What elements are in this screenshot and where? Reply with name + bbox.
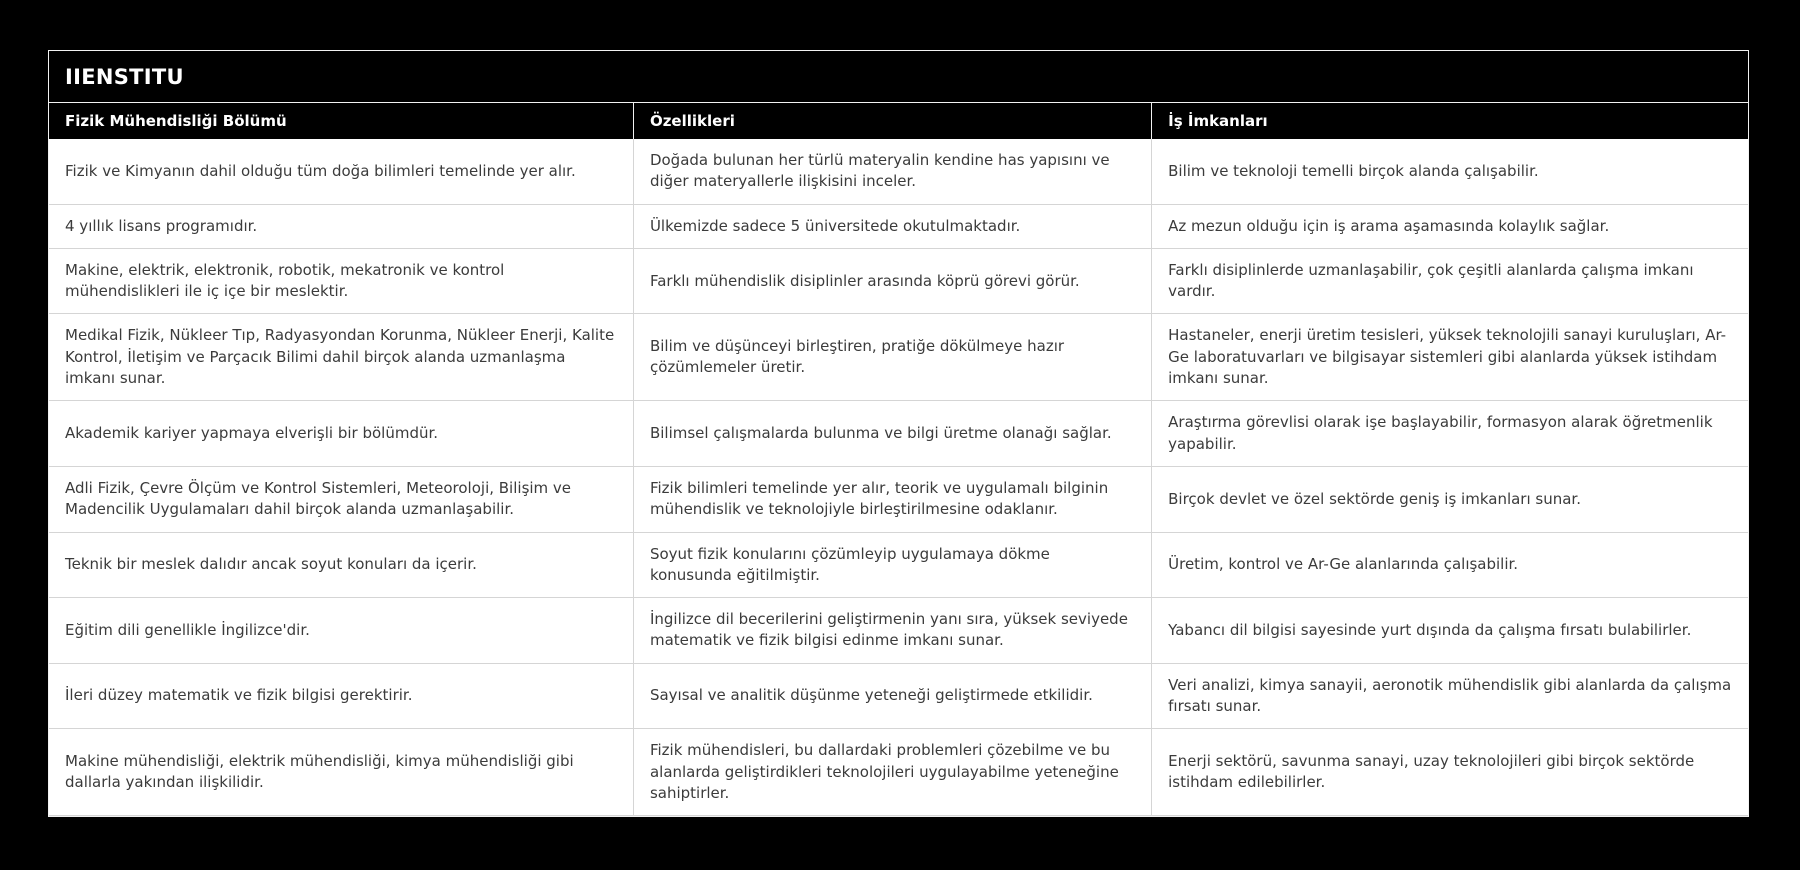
- column-header-bolum: Fizik Mühendisliği Bölümü: [49, 103, 633, 139]
- table-cell: Makine mühendisliği, elektrik mühendisliği, kimya mühendisliği gibi dallarla yakından ilişkilidir.: [49, 729, 633, 816]
- table-cell: Eğitim dili genellikle İngilizce'dir.: [49, 598, 633, 664]
- table-row: [49, 466, 1748, 532]
- table-cell: Doğada bulunan her türlü materyalin kendine has yapısını ve diğer materyallerle ilişkisini inceler.: [633, 139, 1151, 204]
- table-row: [49, 598, 1748, 664]
- table-cell: Yabancı dil bilgisi sayesinde yurt dışında da çalışma fırsatı bulabilirler.: [1152, 598, 1748, 664]
- table-cell: Teknik bir meslek dalıdır ancak soyut konuları da içerir.: [49, 532, 633, 598]
- table-cell: Bilim ve düşünceyi birleştiren, pratiğe dökülmeye hazır çözümlemeler üretir.: [633, 314, 1151, 401]
- table-cell: Hastaneler, enerji üretim tesisleri, yüksek teknolojili sanayi kuruluşları, Ar-Ge laboratuvarları ve bilgisayar sistemleri gibi alanlarda yüksek istihdam imkanı sunar.: [1152, 314, 1748, 401]
- table-cell: Farklı disiplinlerde uzmanlaşabilir, çok çeşitli alanlarda çalışma imkanı vardır.: [1152, 248, 1748, 314]
- table-row: [49, 729, 1748, 816]
- table-cell: Akademik kariyer yapmaya elverişli bir bölümdür.: [49, 401, 633, 467]
- column-header-ozellikleri: Özellikleri: [633, 103, 1151, 139]
- table-cell: Bilimsel çalışmalarda bulunma ve bilgi üretme olanağı sağlar.: [633, 401, 1151, 467]
- table-cell: Farklı mühendislik disiplinler arasında köprü görevi görür.: [633, 248, 1151, 314]
- table-cell: Üretim, kontrol ve Ar-Ge alanlarında çalışabilir.: [1152, 532, 1748, 598]
- table-row: [49, 248, 1748, 314]
- brand-title: IIENSTITU: [49, 51, 1748, 103]
- table-row: [49, 532, 1748, 598]
- table-cell: Fizik bilimleri temelinde yer alır, teorik ve uygulamalı bilginin mühendislik ve teknolojiyle birleştirilmesine odaklanır.: [633, 466, 1151, 532]
- table-cell: İngilizce dil becerilerini geliştirmenin yanı sıra, yüksek seviyede matematik ve fizik bilgisi edinme imkanı sunar.: [633, 598, 1151, 664]
- table-cell: İleri düzey matematik ve fizik bilgisi gerektirir.: [49, 663, 633, 729]
- table-cell: Makine, elektrik, elektronik, robotik, mekatronik ve kontrol mühendislikleri ile iç içe bir meslektir.: [49, 248, 633, 314]
- header-row: [49, 103, 1748, 139]
- column-header-is-imkanlari: İş İmkanları: [1152, 103, 1748, 139]
- table-cell: Fizik ve Kimyanın dahil olduğu tüm doğa bilimleri temelinde yer alır.: [49, 139, 633, 204]
- table-cell: 4 yıllık lisans programıdır.: [49, 204, 633, 248]
- table-cell: Fizik mühendisleri, bu dallardaki problemleri çözebilme ve bu alanlarda geliştirdikleri teknolojileri uygulayabilme yeteneğine sahiptirler.: [633, 729, 1151, 816]
- table-cell: Enerji sektörü, savunma sanayi, uzay teknolojileri gibi birçok sektörde istihdam edilebilirler.: [1152, 729, 1748, 816]
- table-cell: Ülkemizde sadece 5 üniversitede okutulmaktadır.: [633, 204, 1151, 248]
- table-cell: Bilim ve teknoloji temelli birçok alanda çalışabilir.: [1152, 139, 1748, 204]
- table-header: [49, 103, 1748, 139]
- table-cell: Soyut fizik konularını çözümleyip uygulamaya dökme konusunda eğitilmiştir.: [633, 532, 1151, 598]
- table-body: [49, 139, 1748, 816]
- table-row: [49, 204, 1748, 248]
- table-cell: Araştırma görevlisi olarak işe başlayabilir, formasyon alarak öğretmenlik yapabilir.: [1152, 401, 1748, 467]
- table-cell: Az mezun olduğu için iş arama aşamasında kolaylık sağlar.: [1152, 204, 1748, 248]
- table-cell: Birçok devlet ve özel sektörde geniş iş imkanları sunar.: [1152, 466, 1748, 532]
- table-cell: Medikal Fizik, Nükleer Tıp, Radyasyondan Korunma, Nükleer Enerji, Kalite Kontrol, İletişim ve Parçacık Bilimi dahil birçok alanda uzmanlaşma imkanı sunar.: [49, 314, 633, 401]
- table-row: [49, 314, 1748, 401]
- table-row: [49, 139, 1748, 204]
- table-row: [49, 401, 1748, 467]
- table-row: [49, 663, 1748, 729]
- table-cell: Adli Fizik, Çevre Ölçüm ve Kontrol Sistemleri, Meteoroloji, Bilişim ve Madencilik Uygulamaları dahil birçok alanda uzmanlaşabilir.: [49, 466, 633, 532]
- info-table: [49, 103, 1748, 816]
- table-cell: Veri analizi, kimya sanayii, aeronotik mühendislik gibi alanlarda da çalışma fırsatı sunar.: [1152, 663, 1748, 729]
- table-cell: Sayısal ve analitik düşünme yeteneği geliştirmede etkilidir.: [633, 663, 1151, 729]
- table-card: [48, 50, 1749, 817]
